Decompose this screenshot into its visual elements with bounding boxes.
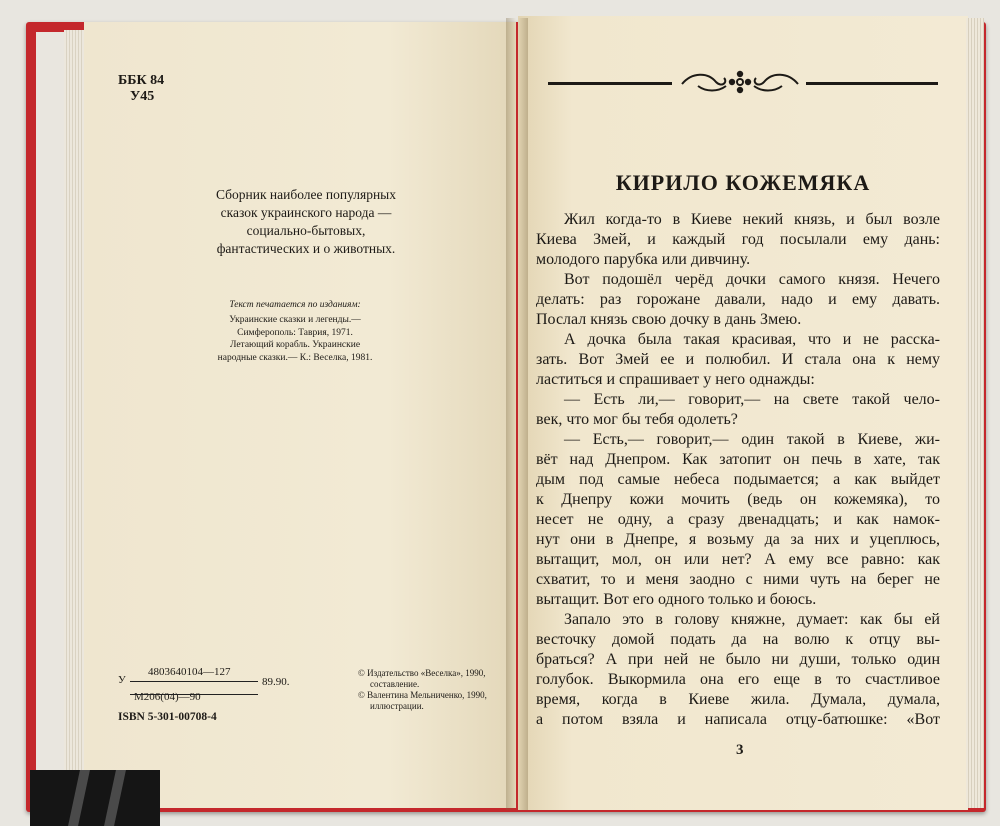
copyright-line: иллюстрации. (370, 701, 424, 711)
copyright-block (358, 668, 487, 712)
story-line: вёт над Днепром. Как затопит он печь в хате, так (536, 451, 940, 468)
story-line: а потом взяла и написала отцу-батюшке: «Вот (536, 711, 940, 728)
story-line: вытащит. Вот его одного только и боюсь. (536, 591, 817, 608)
story-line: — Есть ли,— говорит,— на свете такой чело- (564, 391, 940, 408)
story-line: Послал князь свою дочку в дань Змею. (536, 311, 802, 328)
book-gutter-shadow (506, 18, 528, 810)
fraction-line (130, 681, 258, 682)
right-page-edges (966, 18, 984, 808)
description-line: фантастических и о животных. (216, 241, 396, 256)
story-line: схватит, то и меня заодно с ними чуть на берег не (536, 571, 940, 588)
sources-list (190, 314, 400, 364)
source-line: Летающий корабль. Украинские (229, 340, 361, 350)
header-rule-right (806, 82, 938, 85)
story-line: — Есть,— говорит,— один такой в Киеве, жи- (564, 431, 940, 448)
description-line: социально-бытовых, (246, 223, 366, 238)
page-number: 3 (736, 742, 744, 758)
story-line: браться? А при ней не было ни души, только один (536, 651, 940, 668)
story-line: весточку домой подать да на волю к отцу вы- (536, 631, 940, 648)
source-line: Симферополь: Таврия, 1971. (237, 327, 353, 338)
story-line: Киева Змей, и каждый год посылали ему дань: (536, 231, 940, 248)
story-title: КИРИЛО КОЖЕМЯКА (615, 170, 871, 195)
story-line: делать: раз горожане давали, надо и ему давать. (536, 291, 940, 308)
sources-heading: Текст печатается по изданиям: (229, 300, 361, 310)
description-line: сказок украинского народа — (220, 205, 392, 220)
story-line: Жил когда-то в Киеве некий князь, и был возле (564, 211, 940, 228)
source-line: народные сказки.— К.: Веселка, 1981. (217, 352, 373, 363)
index-code: 4803640104—127 (148, 666, 231, 678)
story-line: дым под самые небеса подымается; а как выйдет (536, 471, 940, 488)
story-line: Вот подошёл черёд дочки самого князя. Нечего (564, 271, 940, 288)
story-line: А дочка была такая красивая, что и не расска- (564, 331, 940, 348)
binder-clip (30, 770, 160, 826)
source-line: Украинские сказки и легенды.— (229, 315, 361, 325)
price-code: 89.90. (262, 676, 290, 688)
story-line: голубок. Выкормила она его еще в то счастливое (536, 671, 940, 688)
isbn-number: ISBN 5-301-00708-4 (118, 711, 217, 723)
copyright-line: © Валентина Мельниченко, 1990, (358, 690, 487, 700)
book-description (176, 186, 436, 258)
story-line: молодого парубка или дивчину. (536, 251, 751, 268)
story-line: нут они в Днепре, я возьму да за них и уцеплюсь, (536, 531, 940, 548)
floral-ornament-icon (678, 68, 802, 96)
udk-code: У45 (130, 89, 155, 104)
story-text (536, 210, 940, 730)
story-line: зать. Вот Змей ее и полюбил. И стала она к нему (536, 351, 940, 368)
copyright-line: © Издательство «Веселка», 1990, (358, 668, 486, 678)
story-line: несет не одну, а сразу двенадцать; и как намок- (536, 511, 940, 528)
index-letter: У (118, 674, 126, 686)
header-rule-left (548, 82, 672, 85)
endpaper-strip (36, 32, 64, 806)
story-line: вытащит, мол, он или нет? А ему все равно: как (536, 551, 940, 568)
story-line: к Днепру кожи мочить (ведь он кожемяка), то (536, 491, 940, 508)
bbk-code: ББК 84 (118, 73, 165, 88)
story-line: время, когда в Киеве жила. Думала, думала, (536, 691, 940, 708)
story-line: век, что мог бы тебя одолеть? (536, 411, 738, 428)
story-line: ластиться и спрашивает у него однажды: (536, 371, 815, 388)
description-line: Сборник наиболее популярных (216, 187, 396, 202)
copyright-line: составление. (370, 679, 420, 689)
m-code: М206(04)—90 (134, 691, 201, 703)
story-line: Запало это в голову княжне, думает: как бы ей (564, 611, 940, 628)
fraction-line-bottom (130, 694, 258, 695)
